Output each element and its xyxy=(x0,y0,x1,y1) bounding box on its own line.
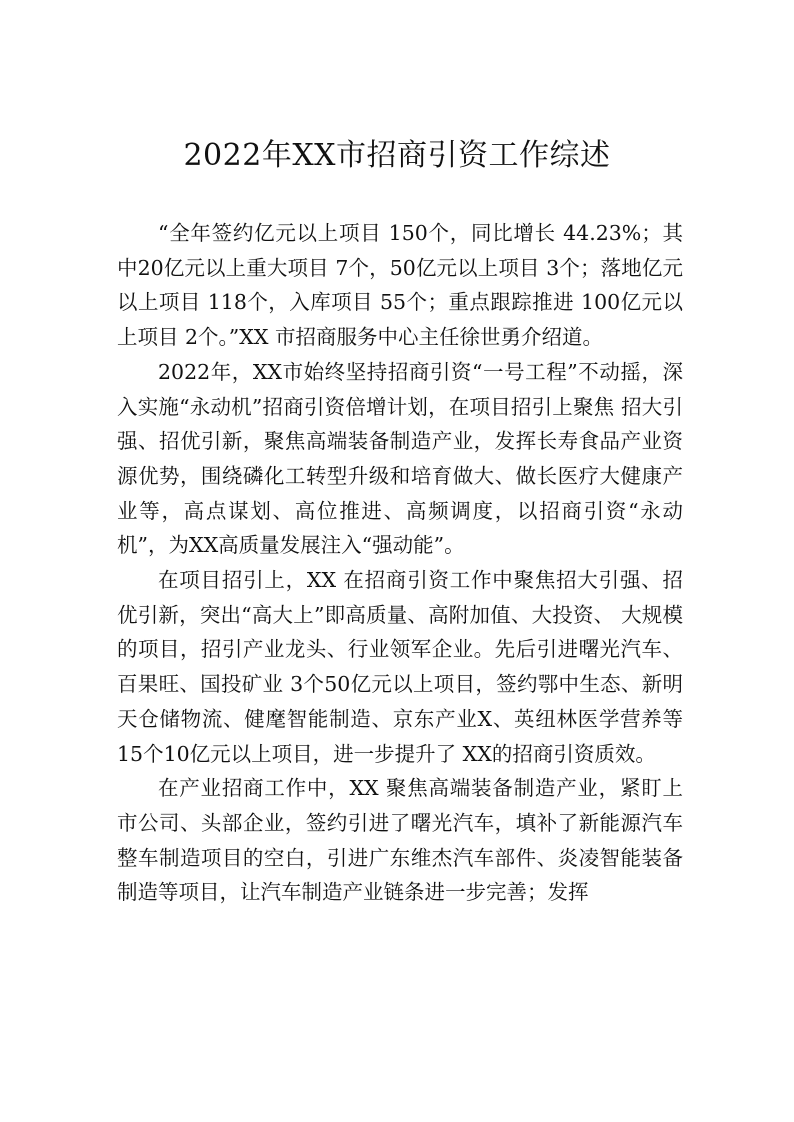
document-title: 2022年XX市招商引资工作综述 xyxy=(183,138,611,173)
paragraph: 2022年，XX市始终坚持招商引资“一号工程”不动摇，深入实施“永动机”招商引资倍增计划，在项目招引上聚焦 招大引强、招优引新，聚焦高端装备制造产业，发挥长寿食品产业资源优势，围绕磷化工转型升级和培育做大、做长医疗大健康产业等，高点谋划、高位推进、高频调度，以招商引资“永动机”，为XX高质量发展注入“强动能”。 xyxy=(117,359,683,558)
paragraph: “全年签约亿元以上项目 150个，同比增长 44.23%；其中20亿元以上重大项目 7个，50亿元以上项目 3个；落地亿元以上项目 118个，入库项目 55个；重点跟踪推进 100亿元以上项目 2个。”XX 市招商服务中心主任徐世勇介绍道。 xyxy=(117,221,683,350)
paragraph: 在产业招商工作中，XX 聚焦高端装备制造产业，紧盯上市公司、头部企业，签约引进了曙光汽车，填补了新能源汽车整车制造项目的空白，引进广东维杰汽车部件、炎凌智能装备制造等项目，让汽车制造产业链条进一步完善；发挥 xyxy=(117,776,683,905)
document-body xyxy=(117,216,683,910)
paragraph: 在项目招引上，XX 在招商引资工作中聚焦招大引强、招优引新，突出“高大上”即高质量、高附加值、大投资、 大规模的项目，招引产业龙头、行业领军企业。先后引进曙光汽车、百果旺、国投矿业 3个50亿元以上项目，签约鄂中生态、新明天仓储物流、健麾智能制造、京东产业X、英纽林医学营养等 15个10亿元以上项目，进一步提升了 XX的招商引资质效。 xyxy=(117,568,683,766)
